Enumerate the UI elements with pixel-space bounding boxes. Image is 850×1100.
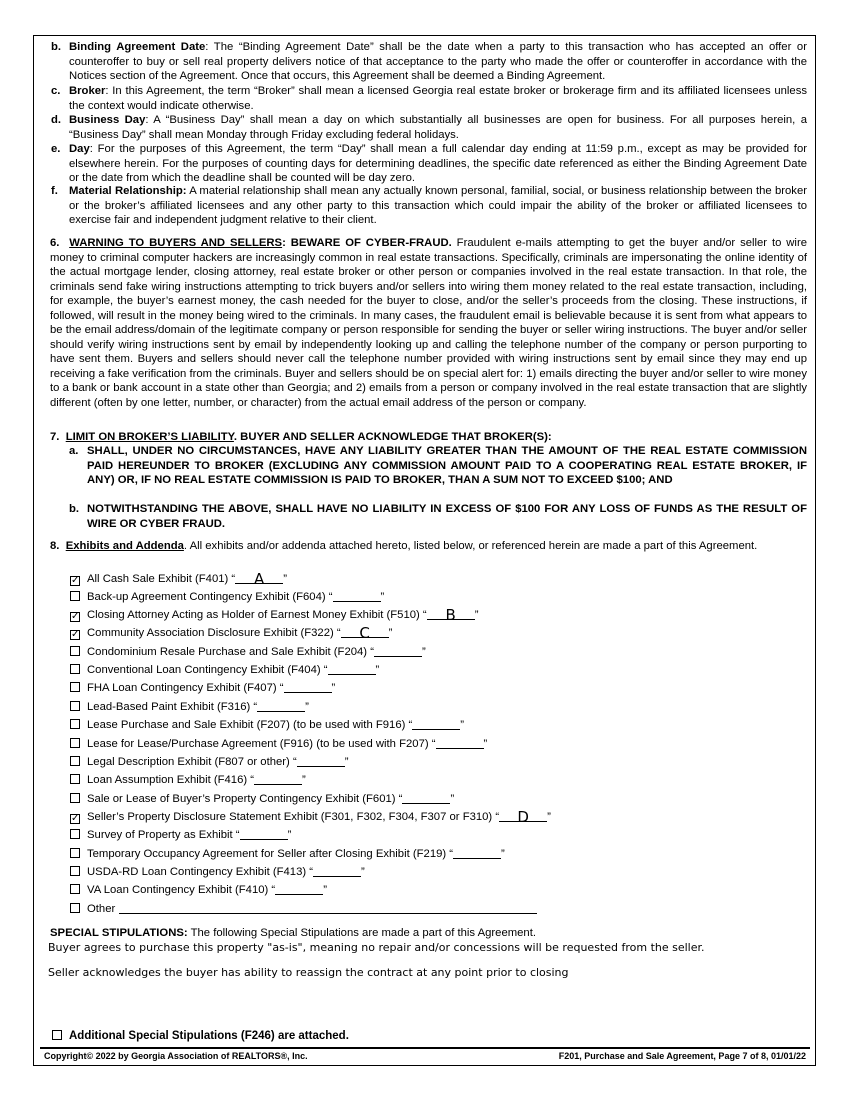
exhibit-item xyxy=(70,699,309,714)
close-quote: ” xyxy=(344,756,349,768)
checkbox[interactable] xyxy=(70,756,80,766)
section-heading: Exhibits and Addenda xyxy=(65,540,184,552)
close-quote: ” xyxy=(302,774,306,786)
exhibit-label: Lead-Based Paint Exhibit (F316) “ xyxy=(87,701,258,713)
item-letter: b. xyxy=(69,503,80,515)
close-quote: ” xyxy=(375,664,380,676)
section-heading: WARNING TO BUYERS AND SELLERS xyxy=(69,237,283,249)
definition-day xyxy=(51,142,807,186)
exhibit-letter-blank[interactable] xyxy=(499,808,547,826)
exhibit-letter: A xyxy=(254,570,265,588)
section-6-cyber-fraud xyxy=(50,236,807,410)
exhibit-label: Back-up Agreement Contingency Exhibit (F604) “ xyxy=(87,591,333,603)
checkbox[interactable] xyxy=(70,591,80,601)
definition-binding-agreement-date xyxy=(51,40,807,84)
checkbox[interactable] xyxy=(70,664,80,674)
item-letter: f. xyxy=(51,185,58,197)
exhibit-label: Condominium Resale Purchase and Sale Exhibit (F204) “ xyxy=(87,646,374,658)
check-icon: ✓ xyxy=(71,813,80,824)
exhibit-item xyxy=(70,882,327,897)
definition-text: : The “Binding Agreement Date” shall be the date when a party to this transaction who has accepted an offer or counteroffer to buy or sell real property delivers notice of that acceptance to the party who made the offer or counteroffer in accordance with the Notices section of the Agreement. Once that occurs, this Agreement shall be deemed a Binding Agreement. xyxy=(69,41,807,82)
exhibit-item xyxy=(70,607,478,622)
checkbox[interactable] xyxy=(70,719,80,729)
item-letter: d. xyxy=(51,114,62,126)
close-quote: ” xyxy=(474,609,479,621)
definition-text: A material relationship shall mean any actually known personal, familial, social, or business relationship between the broker or the broker’s affiliated licensees and any other party to this transaction which could impair the ability of the broker or affiliated licensees to exercise fair and independent judgment relative to their client. xyxy=(69,185,807,226)
stipulation-line: Buyer agrees to purchase this property "as-is", meaning no repair and/or concessions will be requested from the seller. xyxy=(48,941,705,954)
definition-text: : In this Agreement, the term “Broker” shall mean a licensed Georgia real estate broker or brokerage firm and its affiliated licensees unless the context would indicate otherwise. xyxy=(69,85,807,112)
exhibit-letter: B xyxy=(445,606,456,624)
close-quote: ” xyxy=(460,719,465,731)
exhibit-item xyxy=(70,827,291,842)
item-letter: e. xyxy=(51,143,61,155)
checkbox[interactable] xyxy=(70,682,80,692)
exhibit-label: USDA-RD Loan Contingency Exhibit (F413) “ xyxy=(87,866,314,878)
exhibit-letter-blank[interactable] xyxy=(402,791,450,804)
checkbox[interactable] xyxy=(70,646,80,656)
checkbox[interactable] xyxy=(70,829,80,839)
exhibit-letter-blank[interactable] xyxy=(257,699,305,712)
exhibit-item xyxy=(70,754,348,769)
exhibit-letter-blank[interactable] xyxy=(297,754,345,767)
additional-stipulations-label: Additional Special Stipulations (F246) are attached. xyxy=(69,1030,349,1042)
exhibit-item-other xyxy=(70,901,537,916)
term: Material Relationship: xyxy=(69,185,187,197)
section-heading: SPECIAL STIPULATIONS: xyxy=(50,927,188,939)
exhibit-label: Temporary Occupancy Agreement for Seller after Closing Exhibit (F219) “ xyxy=(87,848,454,860)
close-quote: ” xyxy=(421,646,426,658)
section-7a xyxy=(69,444,807,488)
check-icon: ✓ xyxy=(71,575,80,586)
checkbox[interactable] xyxy=(70,701,80,711)
checkbox[interactable] xyxy=(70,612,80,622)
checkbox[interactable] xyxy=(70,903,80,913)
clause-text: NOTWITHSTANDING THE ABOVE, SHALL HAVE NO LIABILITY IN EXCESS OF $100 FOR ANY LOSS OF FUNDS AS THE RESULT OF WIRE OR CYBER FRAUD. xyxy=(87,503,807,530)
exhibit-letter-blank[interactable] xyxy=(436,736,484,749)
exhibit-item xyxy=(70,625,392,640)
item-letter: b. xyxy=(51,41,62,53)
exhibit-letter-blank[interactable] xyxy=(341,624,389,642)
section-number: 6. xyxy=(50,237,60,249)
exhibit-letter-blank[interactable] xyxy=(284,680,332,693)
close-quote: ” xyxy=(380,591,385,603)
close-quote: ” xyxy=(450,793,455,805)
exhibit-label: Lease Purchase and Sale Exhibit (F207) (to be used with F916) “ xyxy=(87,719,413,731)
definition-text: : A “Business Day” shall mean a day on which substantially all businesses are open for business. For all purposes herein, a “Business Day” shall mean Monday through Friday excluding federal holidays. xyxy=(69,114,808,141)
exhibit-item xyxy=(70,571,287,586)
section-subheading: : BEWARE OF CYBER-FRAUD. xyxy=(282,237,452,249)
exhibit-letter: D xyxy=(517,808,529,826)
additional-stipulations xyxy=(52,1030,349,1042)
close-quote: ” xyxy=(483,738,488,750)
exhibit-item xyxy=(70,864,365,879)
term: Business Day xyxy=(69,114,146,126)
checkbox[interactable] xyxy=(70,814,80,824)
checkbox[interactable] xyxy=(70,884,80,894)
exhibit-label: VA Loan Contingency Exhibit (F410) “ xyxy=(87,884,276,896)
checkbox[interactable] xyxy=(70,576,80,586)
exhibit-item xyxy=(70,846,505,861)
stipulation-line: Seller acknowledges the buyer has ability to reassign the contract at any point prior to closing xyxy=(48,966,569,979)
close-quote: ” xyxy=(323,884,327,896)
section-7b xyxy=(69,502,807,531)
exhibit-item xyxy=(70,809,551,824)
clause-text: SHALL, UNDER NO CIRCUMSTANCES, HAVE ANY LIABILITY GREATER THAN THE AMOUNT OF THE REAL ESTATE COMMISSION PAID HEREUNDER TO BROKER (EXCLUDING ANY COMMISSION AMOUNT PAID TO A COOPERATING REAL ESTATE BROKER, IF ANY) OR, IF NO REAL ESTATE COMMISSION IS PAID TO BROKER, THAN A SUM NOT TO EXCEED $100; AND xyxy=(87,445,807,486)
definition-text: : For the purposes of this Agreement, the term “Day” shall mean a full calendar day ending at 11:59 p.m., except as may be provided for elsewhere herein. For the purposes of counting days for determining deadlines, the specific date referenced as either the Binding Agreement Date or the date from which the deadline shall be counted will be day zero. xyxy=(69,143,807,184)
close-quote: ” xyxy=(501,848,505,860)
exhibit-letter-blank[interactable] xyxy=(254,772,302,785)
checkbox[interactable] xyxy=(70,866,80,876)
exhibit-letter-blank[interactable] xyxy=(333,589,381,602)
exhibit-label: Legal Description Exhibit (F807 or other) “ xyxy=(87,756,297,768)
close-quote: ” xyxy=(305,701,309,713)
exhibit-label: Seller’s Property Disclosure Statement Exhibit (F301, F302, F304, F307 or F310) “ xyxy=(87,811,500,823)
footer-divider xyxy=(40,1047,810,1049)
exhibit-label: Closing Attorney Acting as Holder of Earnest Money Exhibit (F510) “ xyxy=(87,609,427,621)
term: Binding Agreement Date xyxy=(69,41,206,53)
checkbox[interactable] xyxy=(70,774,80,784)
checkbox[interactable] xyxy=(70,793,80,803)
special-stipulations-heading xyxy=(50,926,536,941)
section-8-exhibits xyxy=(50,539,807,554)
exhibit-letter-blank[interactable] xyxy=(427,606,475,624)
exhibit-letter-blank[interactable] xyxy=(275,882,323,895)
exhibit-letter-blank[interactable] xyxy=(328,662,376,675)
exhibit-item xyxy=(70,772,306,787)
exhibit-item xyxy=(70,644,426,659)
exhibit-letter-blank[interactable] xyxy=(374,644,422,657)
exhibit-letter-blank[interactable] xyxy=(235,570,283,588)
exhibit-label: Community Association Disclosure Exhibit (F322) “ xyxy=(87,627,341,639)
exhibit-label: Survey of Property as Exhibit “ xyxy=(87,829,240,841)
exhibit-item xyxy=(70,791,454,806)
term: Day xyxy=(69,143,90,155)
check-icon: ✓ xyxy=(71,629,80,640)
exhibit-label: Conventional Loan Contingency Exhibit (F404) “ xyxy=(87,664,328,676)
checkbox[interactable] xyxy=(70,738,80,748)
exhibit-label: Sale or Lease of Buyer’s Property Contingency Exhibit (F601) “ xyxy=(87,793,403,805)
section-subheading: . BUYER AND SELLER ACKNOWLEDGE THAT BROKER(S): xyxy=(233,431,552,443)
exhibit-letter-blank[interactable] xyxy=(240,827,288,840)
item-letter: a. xyxy=(69,445,79,457)
term: Broker xyxy=(69,85,106,97)
check-icon: ✓ xyxy=(71,611,80,622)
exhibit-item xyxy=(70,680,335,695)
close-quote: ” xyxy=(283,573,287,585)
checkbox[interactable] xyxy=(52,1030,62,1040)
exhibit-label: All Cash Sale Exhibit (F401) “ xyxy=(87,573,236,585)
checkbox[interactable] xyxy=(70,848,80,858)
section-text: Fraudulent e-mails attempting to get the buyer and/or seller to wire money to criminal computer hackers are increasingly common in real estate transactions. Specifically, criminals are impersonating the online identity of the actual mortgage lender, closing attorney, real estate broker or other person or companies involved in the real estate transaction. In that role, the criminals send fake wiring instructions attempting to trick buyers and/or sellers into wiring them money related to the real estate transaction, including, for example, the buyer’s earnest money, the cash needed for the buyer to close, and/or the seller’s proceeds from the closing. These instructions, if followed, will result in the money being wired to the criminals. In many cases, the fraudulent email is believable because it is sent from what appears to be the email address/domain of the legitimate company or person responsible for sending the buyer or seller wiring instructions. The buyer and/or seller should verify wiring instructions sent by email by independently looking up and calling the telephone number of the company or person purporting to have sent them. Buyers and sellers should never call the telephone number provided with wiring instructions sent by email since they may end up receiving a fake verification from the criminals. Buyer and sellers should be on special alert for: 1) emails directing the buyer and/or seller to wire money to a bank or bank account in a state other than Georgia; and 2) emails from a person or company involved in the real estate transaction that are slightly different (often by one letter, number, or character) from the actual email address of the person or company. xyxy=(50,237,807,409)
exhibit-label: Lease for Lease/Purchase Agreement (F916) (to be used with F207) “ xyxy=(87,738,436,750)
close-quote: ” xyxy=(388,627,393,639)
exhibit-letter-blank[interactable] xyxy=(412,717,460,730)
section-number: 7. xyxy=(50,431,60,443)
definition-material-relationship xyxy=(51,184,807,228)
checkbox[interactable] xyxy=(70,630,80,640)
exhibit-letter-blank[interactable] xyxy=(453,846,501,859)
exhibit-item xyxy=(70,589,384,604)
exhibit-letter-blank[interactable] xyxy=(313,864,361,877)
exhibit-item xyxy=(70,736,487,751)
definition-broker xyxy=(51,84,807,113)
exhibit-item xyxy=(70,662,379,677)
exhibit-label: Other xyxy=(87,903,116,915)
exhibit-letter: C xyxy=(359,624,370,642)
other-exhibit-blank[interactable] xyxy=(119,901,537,914)
close-quote: ” xyxy=(361,866,365,878)
definition-business-day xyxy=(51,113,808,142)
footer-page-info: F201, Purchase and Sale Agreement, Page 7 of 8, 01/01/22 xyxy=(558,1051,806,1061)
item-letter: c. xyxy=(51,85,61,97)
footer-copyright: Copyright© 2022 by Georgia Association of REALTORS®, Inc. xyxy=(44,1051,308,1061)
close-quote: ” xyxy=(547,811,551,823)
section-text: The following Special Stipulations are made a part of this Agreement. xyxy=(187,927,536,939)
close-quote: ” xyxy=(331,682,336,694)
exhibit-item xyxy=(70,717,464,732)
section-7-heading xyxy=(50,430,807,445)
exhibit-label: FHA Loan Contingency Exhibit (F407) “ xyxy=(87,682,284,694)
section-number: 8. xyxy=(50,540,60,552)
section-heading: LIMIT ON BROKER’S LIABILITY xyxy=(65,431,234,443)
section-text: . All exhibits and/or addenda attached hereto, listed below, or referenced herein are made a part of this Agreement. xyxy=(183,540,758,552)
close-quote: ” xyxy=(287,829,292,841)
exhibit-label: Loan Assumption Exhibit (F416) “ xyxy=(87,774,255,786)
